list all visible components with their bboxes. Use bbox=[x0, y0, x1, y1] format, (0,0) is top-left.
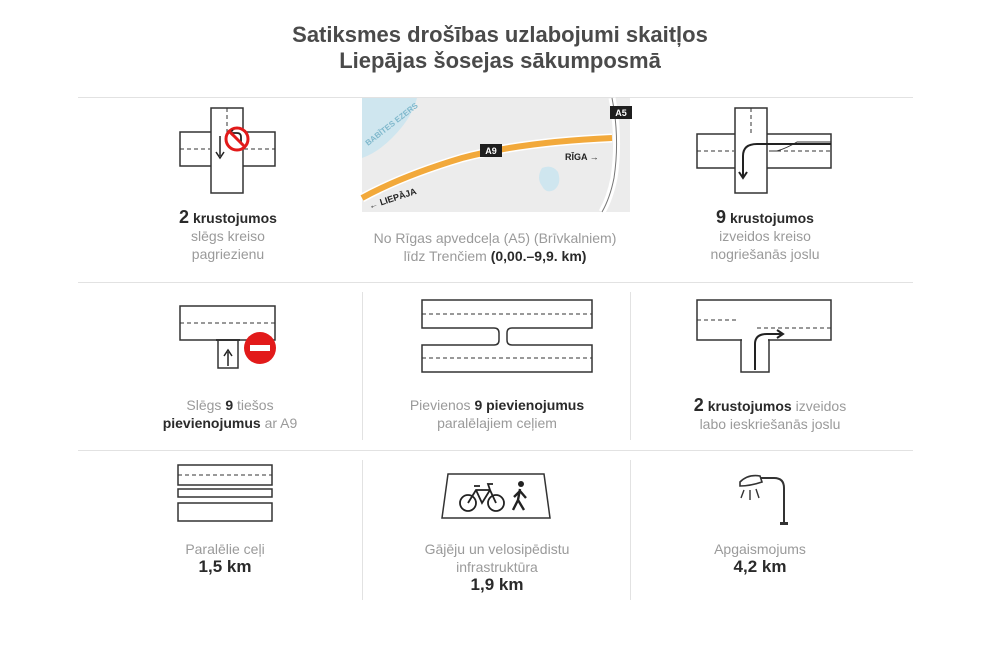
connect-parallel-bold: 9 pievienojumus bbox=[474, 397, 585, 413]
left-turn-bold: krustojumos bbox=[192, 210, 277, 226]
intersection-left-lane-icon bbox=[697, 108, 831, 193]
close-direct-pre: Slēgs bbox=[186, 397, 222, 413]
divider-col2-row3 bbox=[630, 460, 631, 600]
right-lane-post: izveidos bbox=[795, 398, 847, 414]
parallel-roads-value: 1,5 km bbox=[198, 557, 252, 576]
left-lane-line2: izveidos kreiso bbox=[719, 228, 811, 244]
left-lane-line3: nogriešanās joslu bbox=[710, 246, 820, 262]
close-direct-post2: ar A9 bbox=[264, 415, 298, 431]
left-turn-number: 2 bbox=[179, 207, 190, 227]
map-caption-line2-bold: (0,00.–9,9. km) bbox=[490, 248, 587, 264]
map-riga-label: RĪGA → bbox=[565, 152, 599, 162]
street-lamp-icon bbox=[732, 470, 794, 526]
caption-connect-parallel bbox=[372, 396, 622, 432]
caption-left-turn bbox=[130, 208, 326, 263]
caption-parallel-roads bbox=[120, 540, 330, 576]
caption-ped-bike bbox=[372, 540, 622, 594]
caption-right-lane bbox=[640, 396, 900, 433]
divider-row2 bbox=[78, 450, 913, 451]
map-a5-label: A5 bbox=[615, 108, 627, 118]
caption-close-direct bbox=[120, 396, 340, 432]
parallel-roads-label: Paralēlie ceļi bbox=[185, 541, 265, 557]
bike-pedestrian-icon bbox=[442, 472, 550, 520]
title-line-1: Satiksmes drošības uzlabojumi skaitļos bbox=[292, 22, 708, 47]
divider-col2-row2 bbox=[630, 292, 631, 440]
closed-connection-icon bbox=[180, 300, 280, 372]
parallel-roads-icon bbox=[178, 463, 272, 523]
connect-parallel-line2: paralēlajiem ceļiem bbox=[437, 415, 557, 431]
ped-bike-label2: infrastruktūra bbox=[456, 559, 538, 575]
intersection-no-left-turn-icon bbox=[180, 108, 275, 193]
divider-row1 bbox=[78, 282, 913, 283]
page-title bbox=[0, 22, 1000, 74]
divider-col1-row2 bbox=[362, 292, 363, 440]
left-lane-number: 9 bbox=[716, 207, 727, 227]
right-lane-number: 2 bbox=[693, 395, 704, 415]
caption-lighting bbox=[660, 540, 860, 576]
right-lane-bold: krustojumos bbox=[707, 398, 792, 414]
ped-bike-value: 1,9 km bbox=[470, 575, 524, 594]
left-lane-bold: krustojumos bbox=[729, 210, 814, 226]
map-liepaja-label: ← LIEPĀJA bbox=[367, 186, 418, 211]
parallel-connection-icon bbox=[422, 298, 592, 374]
caption-left-lane bbox=[665, 208, 865, 263]
right-lane-icon bbox=[697, 298, 831, 374]
map-a9-label: A9 bbox=[485, 146, 497, 156]
map-caption-line1: No Rīgas apvedceļa (A5) (Brīvkalniem) bbox=[373, 230, 617, 246]
close-direct-bold2: pievienojumus bbox=[162, 415, 261, 431]
left-turn-line3: pagriezienu bbox=[191, 246, 265, 262]
map-lake-label: BABĪTES EZERS bbox=[363, 101, 420, 148]
title-line-2: Liepājas šosejas sākumposmā bbox=[339, 48, 661, 73]
lighting-value: 4,2 km bbox=[733, 557, 787, 576]
caption-map bbox=[340, 229, 650, 265]
route-map bbox=[362, 98, 630, 212]
connect-parallel-pre: Pievienos bbox=[409, 397, 471, 413]
ped-bike-label1: Gājēju un velosipēdistu bbox=[424, 541, 570, 557]
close-direct-post: tiešos bbox=[237, 397, 274, 413]
left-turn-line2: slēgs kreiso bbox=[191, 228, 265, 244]
divider-col1-row3 bbox=[362, 460, 363, 600]
right-lane-line2: labo ieskriešanās joslu bbox=[699, 416, 841, 432]
close-direct-number: 9 bbox=[225, 397, 234, 413]
map-caption-line2-pre: līdz Trenčiem bbox=[403, 248, 487, 264]
lighting-label: Apgaismojums bbox=[714, 541, 806, 557]
